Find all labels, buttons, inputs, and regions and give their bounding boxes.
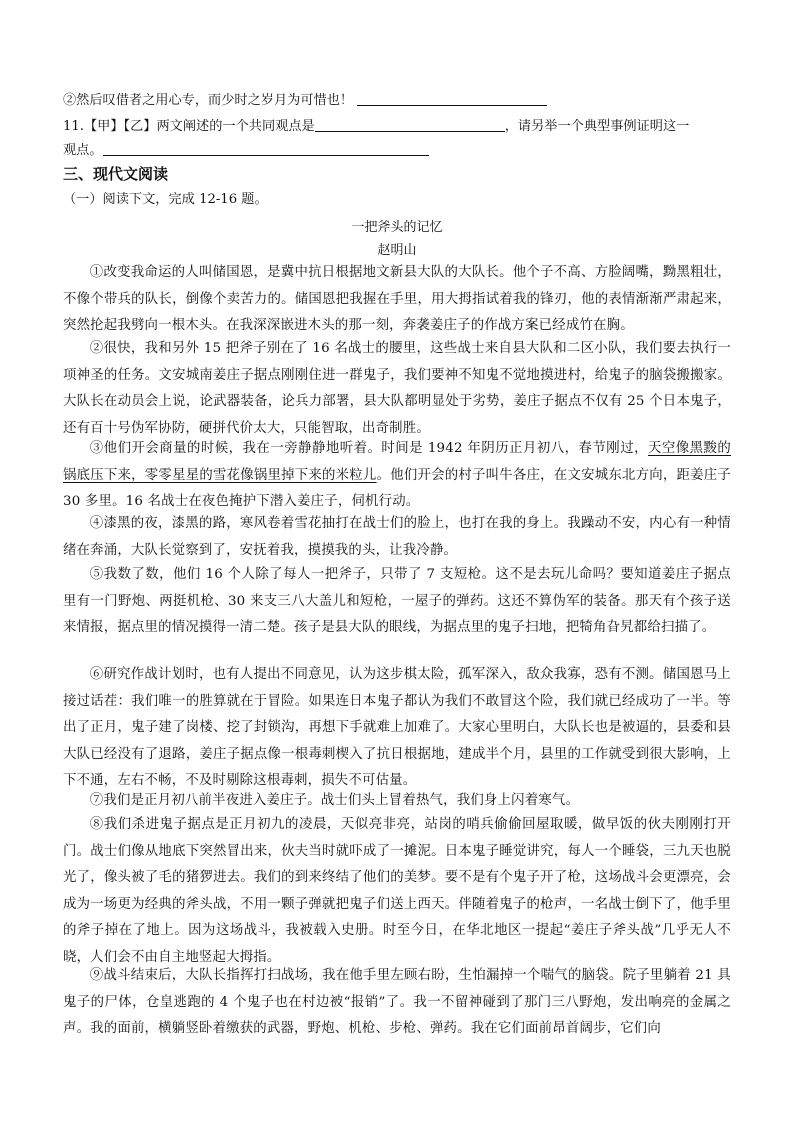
- answer-blank-q11-b[interactable]: [103, 141, 429, 156]
- paragraph-1: ①改变我命运的人叫储国恩，是冀中抗日根据地文新县大队的大队长。他个子不高、方脸阔嘴，黝黑粗壮，不像个带兵的队长，倒像个卖苦力的。储国恩把我握在手里，用大拇指试着我的锋刃，他的表情渐渐严肃起来，突然抡起我劈向一根木头。在我深深嵌进木头的那一刻，奔袭姜庄子的作战方案已经成竹在胸。: [63, 265, 731, 334]
- question-11-line2: [63, 141, 429, 161]
- paragraph-3: [63, 436, 731, 516]
- answer-blank-q10[interactable]: [357, 91, 547, 106]
- question-10-item-2: [63, 91, 547, 111]
- paragraph-4: ④漆黑的夜，漆黑的路，寒风卷着雪花抽打在战士们的脸上，也打在我的身上。我躁动不安，内心有一种情绪在奔涌，大队长觉察到了，安抚着我，摸摸我的头，让我冷静。: [63, 516, 731, 558]
- paragraph-7: ⑦我们是正月初八前半夜进入姜庄子。战士们头上冒着热气，我们身上闪着寒气。: [89, 793, 580, 808]
- question-10-item-2-text: ②然后叹借者之用心专，而少时之岁月为可惜也！: [63, 93, 354, 108]
- subsection-instruction: （一）阅读下文，完成 12-16 题。: [63, 192, 268, 207]
- paragraph-9: ⑨战斗结束后，大队长指挥打扫战场，我在他手里左顾右盼，生怕漏掉一个喘气的脑袋。院子里躺着 21 具鬼子的尸体，仓皇逃跑的 4 个鬼子也在村边被“报销”了。我一不留神碰到了那门三八野炮，发出响亮的金属之声。我的面前，横躺竖卧着缴获的武器，野炮、机枪、步枪、弹药。我在它们面前昂首阔步，它们向: [63, 968, 731, 1037]
- paragraph-5: ⑤我数了数，他们 16 个人除了每人一把斧子，只带了 7 支短枪。这不是去玩儿命吗？要知道姜庄子据点里有一门野炮、两挺机枪、30 来支三八大盖儿和短枪，一屋子的弹药。这还不算伪军的装备。那天有个孩子送来情报，据点里的情况摸得一清二楚。孩子是县大队的眼线，为据点里的鬼子扫地，把犄角旮旯都给扫描了。: [63, 567, 731, 636]
- question-11-line2-text: 观点。: [63, 143, 103, 158]
- article-title: 一把斧头的记忆: [351, 220, 443, 235]
- question-11: [63, 117, 689, 137]
- paragraph-2: ②很快，我和另外 15 把斧子别在了 16 名战士的腰里，这些战士来自县大队和二区小队，我们要去执行一项神圣的任务。文安城南姜庄子据点刚刚住进一群鬼子，我们要神不知鬼不觉地摸进村，给鬼子的脑袋搬搬家。大队长在动员会上说，论武器装备，论兵力部署，县大队都明显处于劣势，姜庄子据点不仅有 25 个日本鬼子，还有百十号伪军协防，硬拼代价太大，只能智取，出奇制胜。: [63, 341, 731, 436]
- paragraph-8: ⑧我们杀进鬼子据点是正月初九的凌晨，天似亮非亮，站岗的哨兵偷偷回屋取暖，做早饭的伙夫刚刚打开门。战士们像从地底下突然冒出来，伙夫当时就吓成了一摊泥。日本鬼子睡觉讲究，每人一个睡袋，三九天也脱光了，像头被了毛的猪猡进去。我们的到来终结了他们的美梦。要不是有个鬼子开了枪，这场战斗会更漂亮，会成为一场更为经典的斧头战，不用一颗子弹就把鬼子们送上西天。伴随着鬼子的枪声，一名战士倒下了，他手里的斧子掉在了地上。因为这场战斗，我被载入史册。时至今日，在华北地区一提起“姜庄子斧头战”几乎无人不晓，人们会不由自主地竖起大拇指。: [63, 817, 731, 965]
- paragraph-3-part-b: 。他们开会的村子叫牛各庄，在文安城东北方向，距姜庄子 30 多里。16 名战士在夜色掩护下潜入姜庄子，伺机行动。: [63, 467, 731, 510]
- question-11-prefix: 11.【甲】【乙】两文阐述的一个共同观点是: [63, 119, 315, 134]
- paragraph-3-underlined-sentence: 天空像黑黢的锅底压下来，零零星星的雪花像锅里掉下来的米粒儿: [63, 441, 731, 483]
- answer-blank-q11-a[interactable]: [315, 117, 505, 132]
- question-11-middle: ，请另举一个典型事例证明这一: [504, 119, 690, 134]
- section-heading: 三、现代文阅读: [63, 165, 169, 183]
- paragraph-3-part-a: ③他们开会商量的时候，我在一旁静静地听着。时间是 1942 年阴历正月初八，春节刚过，: [89, 441, 648, 456]
- article-author: 赵明山: [377, 243, 417, 258]
- paragraph-6: ⑥研究作战计划时，也有人提出不同意见，认为这步棋太险，孤军深入，敌众我寡，恐有不测。储国恩马上接过话茬：我们唯一的胜算就在于冒险。如果连日本鬼子都认为我们不敢冒这个险，我们就已经成功了一半。等出了正月，鬼子建了岗楼、挖了封锁沟，再想下手就难上加难了。大家心里明白，大队长也是被逼的，县委和县大队已经没有了退路，姜庄子据点像一根毒刺楔入了抗日根据地，建成半个月，县里的工作就受到很大影响，上下不通，左右不畅，不及时剔除这根毒刺，损失不可估量。: [63, 667, 731, 789]
